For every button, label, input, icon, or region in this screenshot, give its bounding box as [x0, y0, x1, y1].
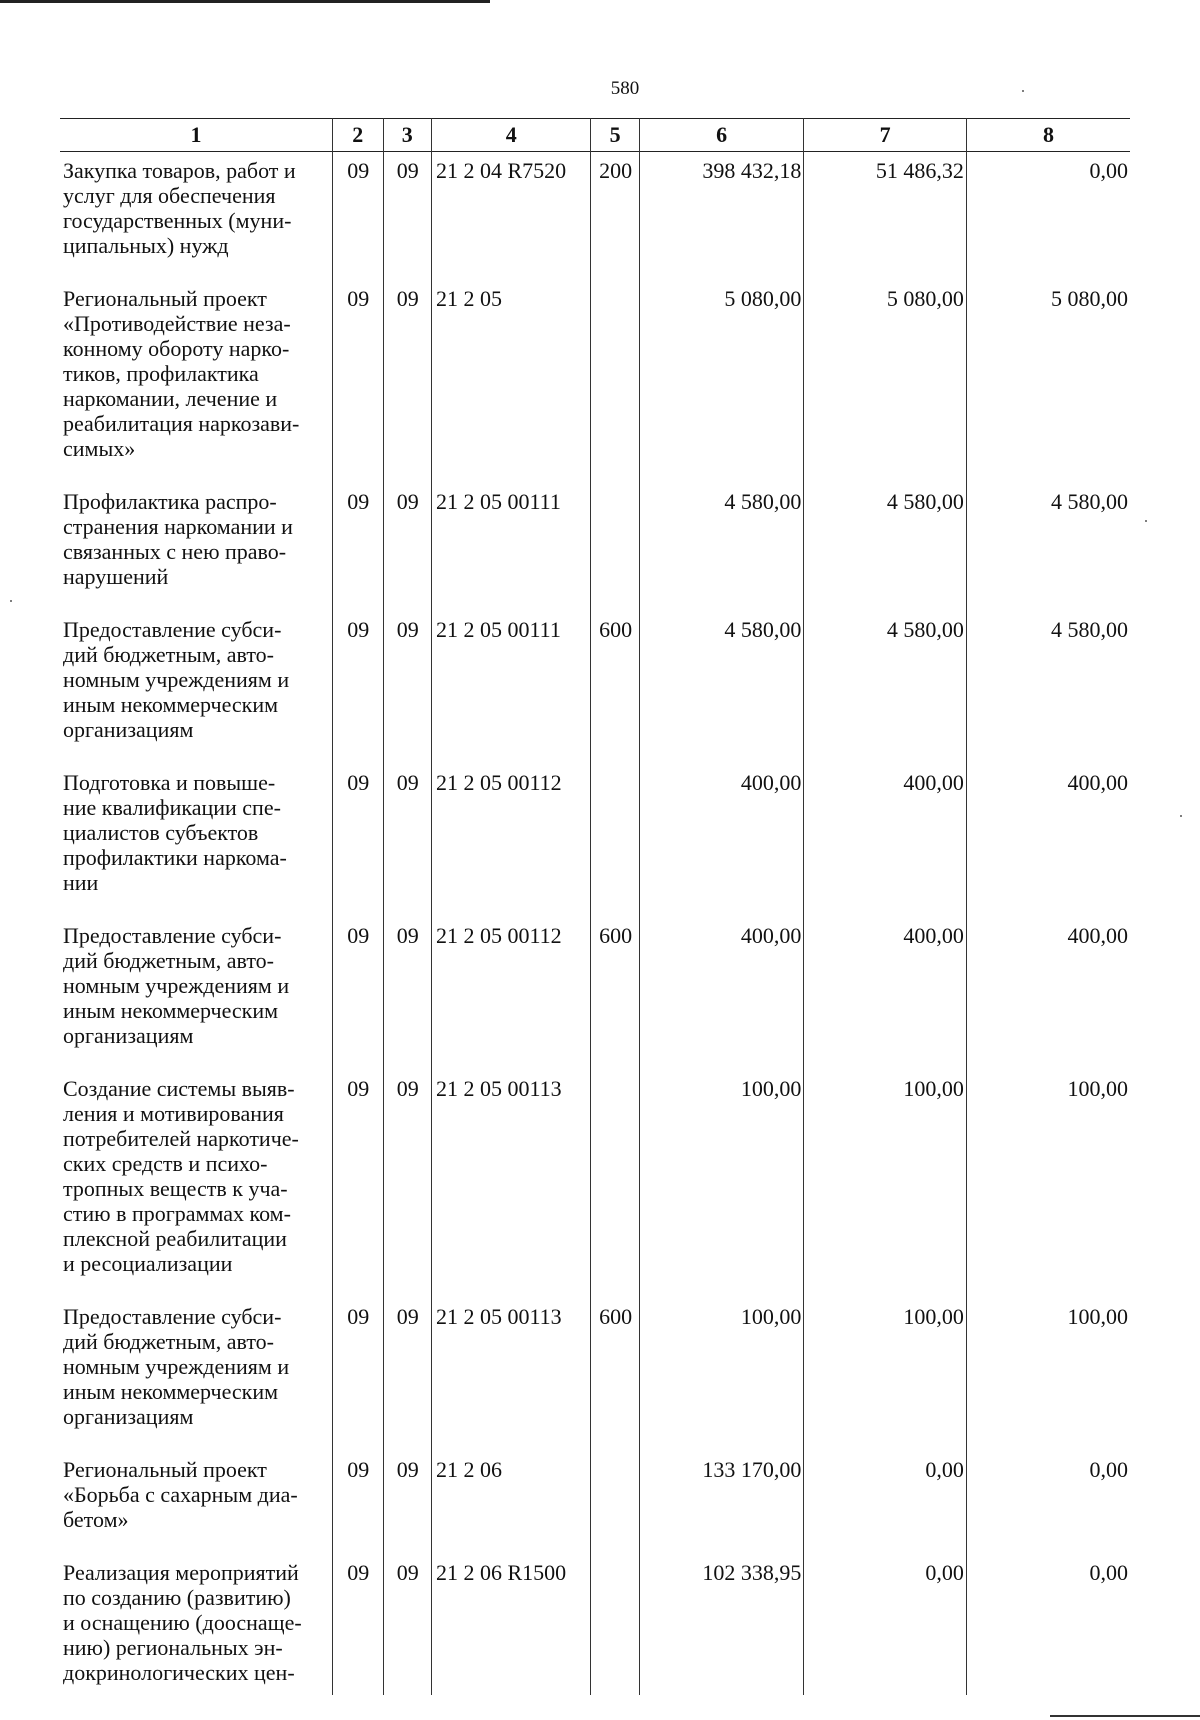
subsection-code: 09	[383, 611, 431, 764]
amount-col-7: 400,00	[804, 764, 967, 917]
expense-type-code: 200	[591, 152, 639, 281]
section-code: 09	[333, 917, 383, 1070]
amount-col-6: 400,00	[639, 764, 804, 917]
row-name: Предоставление субси- дий бюджетным, авто- номным учреждениям и иным некоммерческим организациям	[63, 923, 290, 1048]
table-row	[60, 1554, 1130, 1695]
header-col-6: 6	[639, 119, 804, 152]
section-code: 09	[333, 483, 383, 611]
amount-col-6: 4 580,00	[639, 611, 804, 764]
table-header-row	[60, 119, 1130, 152]
section-code: 09	[333, 1070, 383, 1298]
amount-col-7: 4 580,00	[804, 483, 967, 611]
row-name: Региональный проект «Борьба с сахарным диа- бетом»	[63, 1457, 298, 1532]
amount-col-7: 51 486,32	[804, 152, 967, 281]
amount-col-7: 0,00	[804, 1451, 967, 1554]
amount-col-6: 398 432,18	[639, 152, 804, 281]
expense-type-code	[591, 1554, 639, 1695]
header-col-8: 8	[966, 119, 1130, 152]
row-name: Предоставление субси- дий бюджетным, авто- номным учреждениям и иным некоммерческим организациям	[63, 1304, 290, 1429]
amount-col-8: 4 580,00	[966, 483, 1130, 611]
section-code: 09	[333, 1451, 383, 1554]
amount-col-8: 4 580,00	[966, 611, 1130, 764]
target-article-code: 21 2 04 R7520	[431, 152, 590, 281]
target-article-code: 21 2 06	[431, 1451, 590, 1554]
header-col-1: 1	[190, 122, 202, 147]
expense-type-code	[591, 764, 639, 917]
amount-col-8: 400,00	[966, 917, 1130, 1070]
subsection-code: 09	[383, 1554, 431, 1695]
expense-type-code	[591, 1070, 639, 1298]
target-article-code: 21 2 05 00111	[431, 611, 590, 764]
amount-col-8: 0,00	[966, 1451, 1130, 1554]
row-name: Реализация мероприятий по созданию (развитию) и оснащению (дооснаще- нию) региональных эн- докринологических цен-	[63, 1560, 302, 1685]
table-row	[60, 1451, 1130, 1554]
target-article-code: 21 2 06 R1500	[431, 1554, 590, 1695]
subsection-code: 09	[383, 280, 431, 483]
table-row	[60, 483, 1130, 611]
table-row	[60, 280, 1130, 483]
section-code: 09	[333, 764, 383, 917]
table-row	[60, 764, 1130, 917]
header-col-2: 2	[333, 119, 383, 152]
subsection-code: 09	[383, 764, 431, 917]
scan-speck	[1050, 1715, 1200, 1717]
amount-col-7: 100,00	[804, 1298, 967, 1451]
row-name: Закупка товаров, работ и услуг для обеспечения государственных (муни- ципальных) нужд	[63, 158, 296, 258]
expense-type-code: 600	[591, 917, 639, 1070]
amount-col-7: 5 080,00	[804, 280, 967, 483]
expense-type-code	[591, 280, 639, 483]
target-article-code: 21 2 05 00111	[431, 483, 590, 611]
table-row	[60, 611, 1130, 764]
amount-col-8: 100,00	[966, 1070, 1130, 1298]
header-col-7: 7	[804, 119, 967, 152]
expense-type-code: 600	[591, 1298, 639, 1451]
amount-col-6: 100,00	[639, 1070, 804, 1298]
row-name: Профилактика распро- странения наркомании и связанных с нею право- нарушений	[63, 489, 293, 589]
row-name: Предоставление субси- дий бюджетным, авто- номным учреждениям и иным некоммерческим организациям	[63, 617, 290, 742]
expense-type-code	[591, 1451, 639, 1554]
header-col-4: 4	[431, 119, 590, 152]
target-article-code: 21 2 05 00112	[431, 917, 590, 1070]
scan-speck	[1145, 520, 1147, 522]
target-article-code: 21 2 05 00113	[431, 1070, 590, 1298]
amount-col-8: 400,00	[966, 764, 1130, 917]
amount-col-6: 102 338,95	[639, 1554, 804, 1695]
row-name: Создание системы выяв- ления и мотивирования потребителей наркотиче- ских средств и психо- тропных веществ к уча- стию в программах ком- плексной реабилитации и ресоциализации	[63, 1076, 299, 1276]
section-code: 09	[333, 152, 383, 281]
amount-col-8: 0,00	[966, 152, 1130, 281]
subsection-code: 09	[383, 1298, 431, 1451]
section-code: 09	[333, 280, 383, 483]
scan-speck	[10, 600, 12, 602]
amount-col-7: 4 580,00	[804, 611, 967, 764]
scan-speck	[1180, 815, 1182, 817]
budget-table	[60, 118, 1130, 1695]
amount-col-6: 4 580,00	[639, 483, 804, 611]
amount-col-6: 400,00	[639, 917, 804, 1070]
subsection-code: 09	[383, 917, 431, 1070]
top-rule	[0, 0, 490, 3]
subsection-code: 09	[383, 1451, 431, 1554]
header-col-5: 5	[591, 119, 639, 152]
amount-col-6: 133 170,00	[639, 1451, 804, 1554]
amount-col-7: 400,00	[804, 917, 967, 1070]
section-code: 09	[333, 1554, 383, 1695]
table-row	[60, 1070, 1130, 1298]
amount-col-8: 5 080,00	[966, 280, 1130, 483]
section-code: 09	[333, 1298, 383, 1451]
expense-type-code: 600	[591, 611, 639, 764]
target-article-code: 21 2 05 00113	[431, 1298, 590, 1451]
table-row	[60, 152, 1130, 281]
subsection-code: 09	[383, 152, 431, 281]
scan-speck	[1022, 90, 1024, 92]
amount-col-7: 0,00	[804, 1554, 967, 1695]
subsection-code: 09	[383, 1070, 431, 1298]
row-name: Подготовка и повыше- ние квалификации спе- циалистов субъектов профилактики наркома- нии	[63, 770, 287, 895]
page-number: 580	[610, 78, 640, 99]
table-row	[60, 1298, 1130, 1451]
target-article-code: 21 2 05	[431, 280, 590, 483]
amount-col-8: 0,00	[966, 1554, 1130, 1695]
amount-col-6: 5 080,00	[639, 280, 804, 483]
subsection-code: 09	[383, 483, 431, 611]
target-article-code: 21 2 05 00112	[431, 764, 590, 917]
amount-col-8: 100,00	[966, 1298, 1130, 1451]
section-code: 09	[333, 611, 383, 764]
table-row	[60, 917, 1130, 1070]
row-name: Региональный проект «Противодействие неза- конному обороту нарко- тиков, профилактика наркомании, лечение и реабилитация наркозави- симых»	[63, 286, 300, 461]
amount-col-6: 100,00	[639, 1298, 804, 1451]
expense-type-code	[591, 483, 639, 611]
header-col-3: 3	[383, 119, 431, 152]
amount-col-7: 100,00	[804, 1070, 967, 1298]
